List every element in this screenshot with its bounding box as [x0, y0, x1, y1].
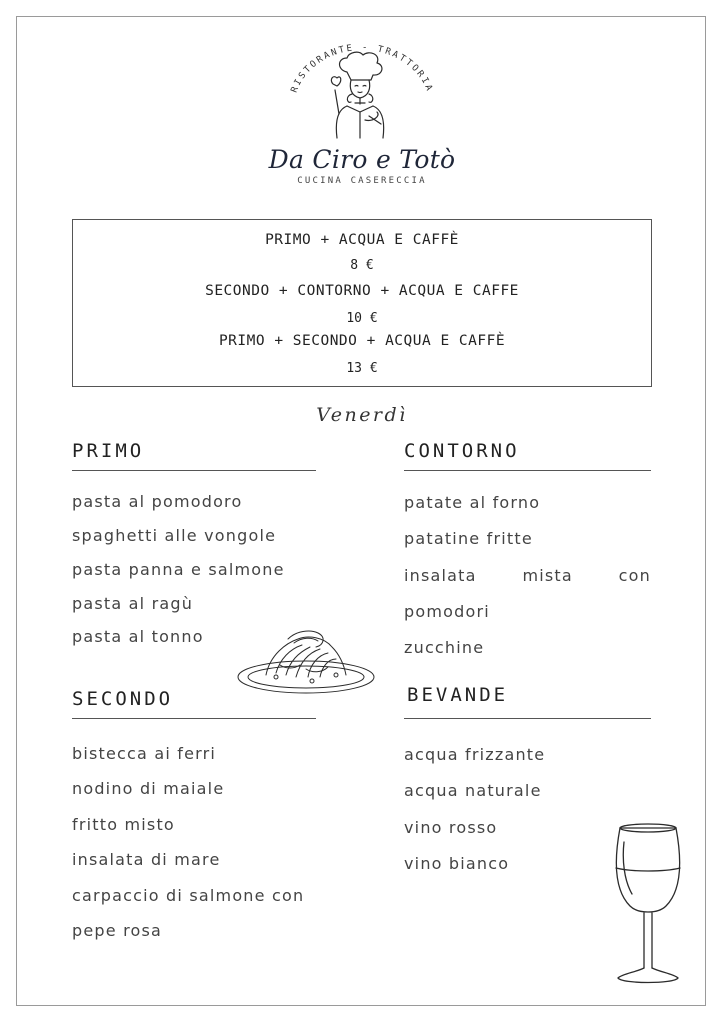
section-rule-bevande	[404, 718, 651, 719]
secondo-item-continued: pepe rosa	[72, 921, 163, 940]
section-title-bevande: BEVANDE	[407, 684, 509, 706]
bevande-item: vino bianco	[404, 854, 510, 873]
secondo-item: insalata di mare	[72, 850, 221, 869]
primo-item: pasta al pomodoro	[72, 492, 243, 511]
bevande-item: acqua frizzante	[404, 745, 546, 764]
primo-item: pasta panna e salmone	[72, 560, 285, 579]
primo-item: spaghetti alle vongole	[72, 526, 277, 545]
section-title-primo: PRIMO	[72, 440, 145, 462]
contorno-word: mista	[522, 566, 573, 585]
contorno-item: patatine fritte	[404, 529, 533, 548]
contorno-item-continued: pomodori	[404, 602, 490, 621]
secondo-item: bistecca ai ferri	[72, 744, 217, 763]
brand-name: Da Ciro e Totò	[268, 145, 456, 174]
section-rule-primo	[72, 470, 316, 471]
offer-2-label: SECONDO + CONTORNO + ACQUA E CAFFE	[205, 283, 519, 299]
section-title-secondo: SECONDO	[72, 688, 174, 710]
section-rule-contorno	[404, 470, 651, 471]
section-title-contorno: CONTORNO	[404, 440, 520, 462]
contorno-item: zucchine	[404, 638, 485, 657]
offer-3-label: PRIMO + SECONDO + ACQUA E CAFFÈ	[218, 333, 506, 349]
contorno-word: insalata	[404, 566, 477, 585]
chef-icon	[325, 50, 395, 140]
contorno-item: patate al forno	[404, 493, 541, 512]
offer-1-price: 8 €	[350, 258, 374, 273]
wine-glass-icon	[608, 820, 688, 990]
offer-2-price: 10 €	[346, 311, 378, 326]
bevande-item: vino rosso	[404, 818, 498, 837]
offer-box	[72, 219, 652, 387]
primo-item: pasta al tonno	[72, 627, 204, 646]
svg-text:RISTORANTE - TRATTORIA: RISTORANTE - TRATTORIA	[289, 42, 435, 95]
secondo-item: carpaccio di salmone con	[72, 886, 305, 905]
offer-1-label: PRIMO + ACQUA E CAFFÈ	[265, 232, 459, 248]
primo-item: pasta al ragù	[72, 594, 194, 613]
day-heading: Venerdì	[316, 404, 408, 426]
section-rule-secondo	[72, 718, 316, 719]
brand-subtitle: CUCINA CASERECCIA	[297, 176, 427, 186]
contorno-item-wrapped	[404, 566, 651, 585]
secondo-item: nodino di maiale	[72, 779, 225, 798]
bevande-item: acqua naturale	[404, 781, 542, 800]
offer-3-price: 13 €	[346, 361, 378, 376]
pasta-plate-icon	[236, 625, 376, 697]
contorno-word: con	[618, 566, 651, 585]
secondo-item: fritto misto	[72, 815, 175, 834]
